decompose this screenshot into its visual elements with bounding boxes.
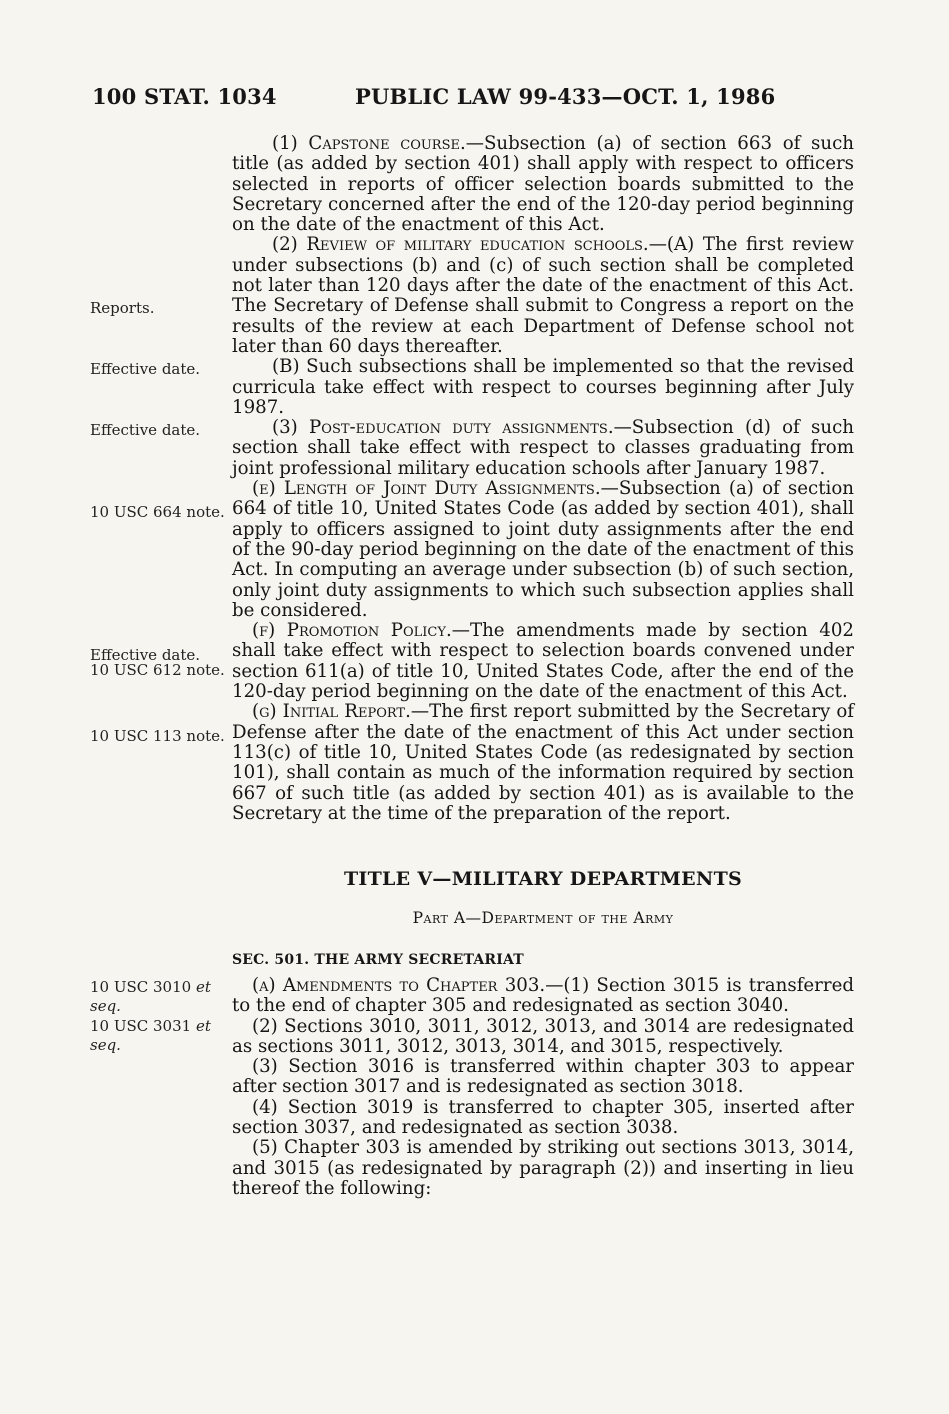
paragraph-transfer-3019: (4) Section 3019 is transferred to chapter 305, inserted after section 3037, and redesignated as section 3038. [232, 1096, 854, 1139]
margin-note-usc-113: 10 USC 113 note. [90, 727, 225, 745]
paragraph-body: —The first report submitted by the Secretary of Defense after the date of the enactment of this Act under section 113(c) of title 10, United States Code (as redesignated by section 101), shall contain as much of the information required by section 667 of such title (as added by section 401) as is available to the Secretary at the time of the preparation of the report. [232, 701, 854, 824]
usc-3031-et: et [195, 1017, 211, 1035]
law-title: PUBLIC LAW 99-433—OCT. 1, 1986 [355, 84, 776, 109]
margin-note-effective-date: Effective date. [90, 421, 201, 439]
page-reference: 100 STAT. 1034 [92, 84, 277, 109]
usc-3010-ref: 10 USC 3010 [90, 978, 192, 996]
paragraph-joint-duty [232, 479, 854, 621]
paragraph-transfer-3016: (3) Section 3016 is transferred within chapter 303 to appear after section 3017 and is redesignated as section 3018. [232, 1056, 854, 1098]
margin-note-usc-612: 10 USC 612 note. [90, 661, 225, 679]
usc-3031-ref: 10 USC 3031 [90, 1017, 192, 1035]
paragraph-initial-report [232, 702, 854, 824]
paragraph-review-schools [232, 235, 854, 357]
body-column-top [232, 134, 854, 824]
margin-note-effective-date: Effective date. [90, 360, 201, 378]
usc-3010-et: et [195, 978, 211, 996]
paragraph-heading: (e) Length of Joint Duty Assignments. [252, 478, 601, 500]
paragraph-body: —Subsection (d) of such section shall take effect with respect to classes graduating from joint professional military education schools after January 1987. [232, 417, 854, 479]
paragraph-body: —(1) Section 3015 is transferred to the end of chapter 305 and redesignated as section 3040. [232, 975, 854, 1017]
paragraph-subsection-b: (B) Such subsections shall be implemented so that the revised curricula take effect with respect to courses beginning after July 1987. [232, 356, 854, 418]
usc-3031-seq: seq. [90, 1036, 121, 1054]
paragraph-heading: (1) Capstone course. [272, 133, 466, 154]
paragraph-heading: (a) Amendments to Chapter 303. [252, 975, 546, 996]
paragraph-body: —(A) The first review under subsections (b) and (c) of such section shall be completed not later than 120 days after the date of the enactment of this Act. The Secretary of Defense shall submit to Congress a report on the results of the review at each Department of Defense school not later than 60 days thereafter. [232, 234, 854, 357]
paragraph-redesignation: (2) Sections 3010, 3011, 3012, 3013, and 3014 are redesignated as sections 3011, 3012, 3013, 3014, and 3015, respectively. [232, 1015, 854, 1057]
paragraph-heading: (3) Post-education duty assignments. [272, 417, 614, 439]
usc-3010-seq: seq. [90, 997, 121, 1015]
paragraph-body: —The amendments made by section 402 shall take effect with respect to selection boards convened under section 611(a) of title 10, United States Code, after the end of the 120-day period beginning on the date of the enactment of this Act. [232, 620, 854, 703]
paragraph-capstone-course [232, 134, 854, 235]
paragraph-post-education [232, 418, 854, 479]
margin-note-usc-3031 [90, 1017, 211, 1055]
body-column-bottom [232, 976, 854, 1199]
paragraph-heading: (f) Promotion Policy. [252, 620, 452, 642]
paragraph-heading: (2) Review of military education schools. [272, 234, 649, 256]
margin-note-usc-664: 10 USC 664 note. [90, 503, 225, 521]
paragraph-body: —Subsection (a) of section 664 of title 10, United States Code (as added by section 401), shall apply to officers assigned to joint duty assignments after the end of the 90-day period beginning on the date of the enactment of this Act. In computing an average under subsection (b) of such section, only joint duty assignments to which such subsection applies shall be considered. [232, 478, 854, 621]
paragraph-heading: (g) Initial Report. [252, 701, 411, 723]
paragraph-amendments-ch303 [232, 976, 854, 1017]
paragraph-body: —Subsection (a) of section 663 of such title (as added by section 401) shall apply with respect to officers selected in reports of officer selection boards submitted to the Secretary concerned after the end of the 120-day period beginning on the date of the enactment of this Act. [232, 133, 854, 236]
margin-note-usc-3010 [90, 978, 211, 1016]
paragraph-promotion-policy [232, 621, 854, 702]
margin-note-reports: Reports. [90, 299, 155, 317]
margin-note-effective-date: Effective date. [90, 646, 201, 664]
paragraph-striking-out: (5) Chapter 303 is amended by striking out sections 3013, 3014, and 3015 (as redesignated by paragraph (2)) and inserting in lieu thereof the following: [232, 1137, 854, 1199]
section-heading: SEC. 501. THE ARMY SECRETARIAT [232, 952, 524, 968]
part-heading: Part A—Department of the Army [412, 909, 674, 927]
title-heading: TITLE V—MILITARY DEPARTMENTS [343, 868, 743, 890]
